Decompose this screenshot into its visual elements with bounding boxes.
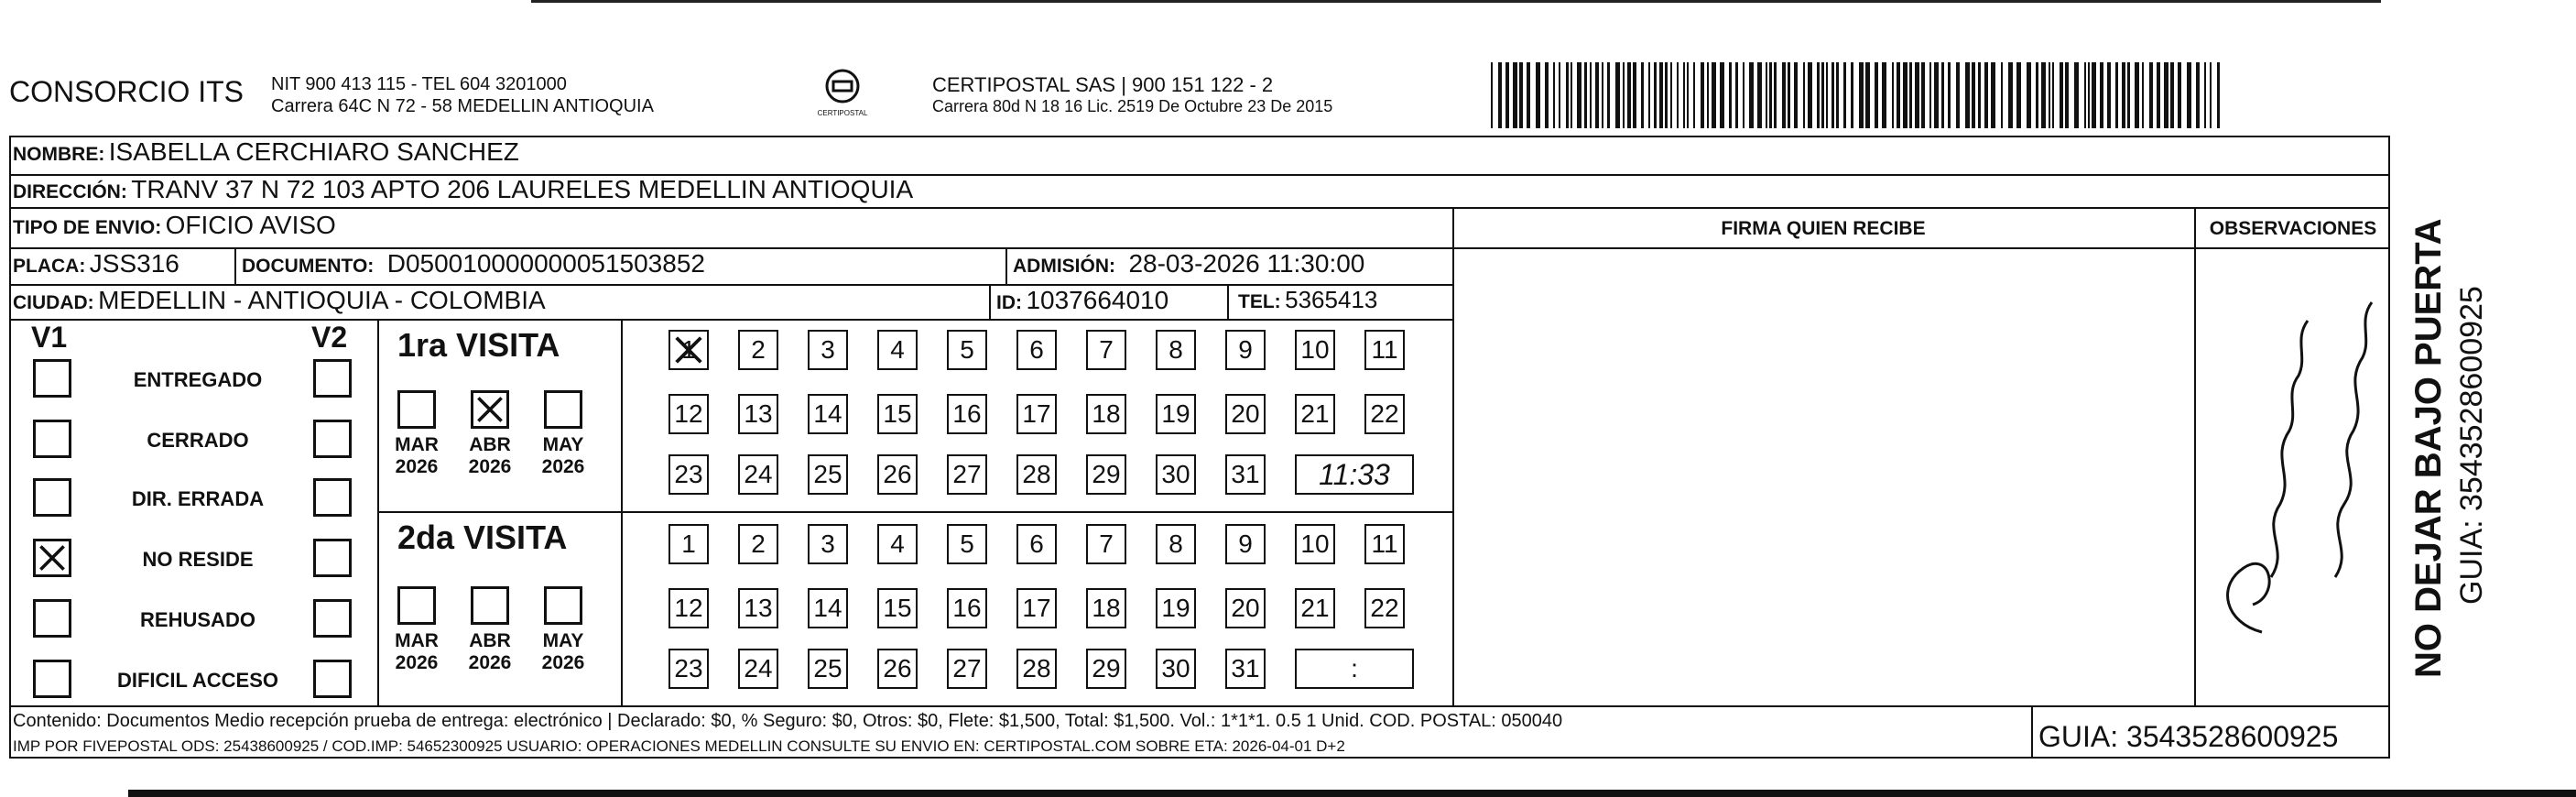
visit1-month-label — [536, 434, 591, 478]
visit2-day-box[interactable]: 4 — [877, 524, 918, 564]
visit1-day-box[interactable]: 16 — [947, 394, 987, 434]
status-v2-checkbox[interactable] — [313, 660, 352, 698]
visit2-day-box[interactable]: 11 — [1364, 524, 1405, 564]
type-label: TIPO DE ENVIO: — [13, 217, 162, 238]
day-number: 1 — [681, 335, 696, 364]
status-v1-checkbox[interactable] — [33, 359, 71, 398]
status-v2-checkbox[interactable] — [313, 539, 352, 577]
visit1-day-box[interactable]: 17 — [1016, 394, 1057, 434]
col-line — [2031, 705, 2033, 759]
visit2-day-box[interactable]: 5 — [947, 524, 987, 564]
visit2-day-box[interactable]: 18 — [1086, 588, 1126, 628]
visit2-day-box[interactable]: 23 — [668, 649, 709, 689]
visit1-day-box[interactable]: 20 — [1225, 394, 1266, 434]
visit1-day-box[interactable] — [668, 330, 709, 370]
address-row — [13, 175, 913, 204]
visit1-day-box[interactable]: 15 — [877, 394, 918, 434]
visit2-time-box[interactable]: : — [1295, 649, 1414, 689]
visit2-day-box[interactable]: 6 — [1016, 524, 1057, 564]
row-line — [1454, 247, 2390, 249]
visit2-day-box[interactable]: 28 — [1016, 649, 1057, 689]
visit2-day-box[interactable]: 20 — [1225, 588, 1266, 628]
v2-label: V2 — [311, 321, 348, 354]
visit2-month-name: MAR — [395, 630, 439, 651]
visit1-day-box[interactable]: 29 — [1086, 454, 1126, 495]
visit2-month-label — [462, 630, 517, 674]
visit2-day-box[interactable]: 9 — [1225, 524, 1266, 564]
visit1-month-year: 2026 — [468, 456, 512, 477]
visit2-day-box[interactable]: 1 — [668, 524, 709, 564]
visit2-day-box[interactable]: 25 — [808, 649, 848, 689]
visit2-day-box[interactable]: 31 — [1225, 649, 1266, 689]
company-name: CONSORCIO ITS — [9, 75, 245, 108]
visit1-day-box[interactable]: 3 — [808, 330, 848, 370]
side-guia: GUIA: 3543528600925 — [2454, 286, 2489, 605]
certipostal-info — [932, 73, 1332, 116]
visit2-day-box[interactable]: 22 — [1364, 588, 1405, 628]
plate-label: PLACA: — [13, 256, 86, 277]
visit2-month-checkbox[interactable] — [397, 586, 436, 625]
company-address: Carrera 64C N 72 - 58 MEDELLIN ANTIOQUIA — [271, 96, 654, 116]
row-line — [379, 511, 1454, 513]
visit1-month-checkbox[interactable] — [471, 390, 509, 429]
visit1-day-box[interactable]: 11 — [1364, 330, 1405, 370]
id-value: 1037664010 — [1026, 286, 1169, 314]
visit1-day-box[interactable]: 9 — [1225, 330, 1266, 370]
name-label: NOMBRE: — [13, 144, 105, 165]
firma-label: FIRMA QUIEN RECIBE — [1721, 218, 1926, 239]
visit2-month-label — [536, 630, 591, 674]
logo-text: CERTIPOSTAL — [817, 109, 868, 117]
certipostal-logo — [815, 68, 870, 117]
bottom-edge-line — [128, 790, 2576, 797]
plate-field — [13, 249, 179, 278]
document-value: D050010000000051503852 — [386, 249, 705, 278]
visit2-day-box[interactable]: 16 — [947, 588, 987, 628]
tel-field — [1238, 286, 1377, 314]
row-line — [9, 319, 1454, 321]
col-line — [2194, 207, 2196, 705]
visit2-day-box[interactable]: 21 — [1295, 588, 1335, 628]
status-v2-checkbox[interactable] — [313, 599, 352, 638]
visit1-month-name: MAR — [395, 434, 439, 455]
col-line — [1227, 284, 1229, 319]
status-label: REHUSADO — [140, 608, 255, 631]
visit2-month-year: 2026 — [468, 652, 512, 673]
type-row — [13, 211, 336, 240]
nit-line: NIT 900 413 115 - TEL 604 3201000 — [271, 74, 567, 94]
admission-value: 28-03-2026 11:30:00 — [1128, 249, 1365, 278]
visit2-day-box[interactable]: 8 — [1156, 524, 1196, 564]
certipostal-logo-icon — [824, 68, 861, 104]
v1-label: V1 — [31, 321, 68, 354]
col-line — [621, 319, 623, 705]
status-label: DIFICIL ACCESO — [116, 669, 278, 692]
visit1-month-checkbox[interactable] — [397, 390, 436, 429]
certi-line: CERTIPOSTAL SAS | 900 151 122 - 2 — [932, 73, 1274, 96]
visit2-day-box[interactable]: 14 — [808, 588, 848, 628]
visit1-day-box[interactable]: 27 — [947, 454, 987, 495]
observaciones-label: OBSERVACIONES — [2209, 218, 2377, 239]
side-warning: NO DEJAR BAJO PUERTA — [2408, 218, 2449, 678]
visit1-month-checkbox[interactable] — [544, 390, 582, 429]
status-v1-checkbox[interactable] — [33, 539, 71, 577]
visit2-day-box[interactable]: 13 — [738, 588, 778, 628]
visit1-day-box[interactable]: 26 — [877, 454, 918, 495]
imp-line: IMP POR FIVEPOSTAL ODS: 25438600925 / COD.IMP: 54652300925 USUARIO: OPERACIONES MEDELLIN CONSULTE SU ENVIO EN: CERTIPOSTAL.COM SOBRE ETA: 2026-04-01 D+2 — [13, 737, 1345, 755]
status-v2-checkbox[interactable] — [313, 420, 352, 458]
admission-label: ADMISIÓN: — [1013, 256, 1115, 277]
col-line — [1005, 247, 1007, 284]
row-line — [9, 207, 2390, 209]
visit1-month-name: MAY — [542, 434, 584, 455]
visit1-day-box[interactable]: 13 — [738, 394, 778, 434]
visit2-day-box[interactable]: 15 — [877, 588, 918, 628]
visit2-day-box[interactable]: 19 — [1156, 588, 1196, 628]
visit1-day-box[interactable]: 12 — [668, 394, 709, 434]
visit1-day-box[interactable]: 18 — [1086, 394, 1126, 434]
visit2-day-box[interactable]: 12 — [668, 588, 709, 628]
admission-field — [1013, 249, 1364, 278]
document-label: DOCUMENTO: — [242, 256, 375, 277]
status-label: CERRADO — [147, 429, 249, 452]
col-line — [377, 319, 379, 705]
visit2-day-box[interactable]: 26 — [877, 649, 918, 689]
visit2-month-year: 2026 — [541, 652, 585, 673]
status-v1-checkbox[interactable] — [33, 660, 71, 698]
visit2-day-box[interactable]: 3 — [808, 524, 848, 564]
visit2-month-checkbox[interactable] — [544, 586, 582, 625]
status-label: ENTREGADO — [133, 368, 263, 391]
city-label: CIUDAD: — [13, 292, 94, 313]
footer-contents — [13, 711, 2024, 756]
id-field — [996, 286, 1168, 315]
recipient-address: TRANV 37 N 72 103 APTO 206 LAURELES MEDELLIN ANTIOQUIA — [131, 175, 914, 203]
row-line — [9, 705, 2390, 707]
visit1-day-box[interactable]: 24 — [738, 454, 778, 495]
address-label: DIRECCIÓN: — [13, 181, 127, 202]
visit1-month-year: 2026 — [541, 456, 585, 477]
visit1-time-box[interactable]: 11:33 — [1295, 454, 1414, 495]
city-value: MEDELLIN - ANTIOQUIA - COLOMBIA — [98, 286, 546, 314]
visit1-month-name: ABR — [469, 434, 511, 455]
recipient-name: ISABELLA CERCHIARO SANCHEZ — [108, 137, 519, 166]
status-v1-checkbox[interactable] — [33, 599, 71, 638]
status-v1-checkbox[interactable] — [33, 420, 71, 458]
top-edge-line — [531, 0, 2381, 3]
visit1-day-box[interactable]: 21 — [1295, 394, 1335, 434]
status-v1-checkbox[interactable] — [33, 478, 71, 517]
shipment-type: OFICIO AVISO — [165, 211, 336, 239]
visit1-day-box[interactable]: 4 — [877, 330, 918, 370]
status-v2-checkbox[interactable] — [313, 359, 352, 398]
visit1-day-box[interactable]: 6 — [1016, 330, 1057, 370]
visit1-day-box[interactable]: 7 — [1086, 330, 1126, 370]
visit2-month-year: 2026 — [395, 652, 439, 673]
visit1-day-box[interactable]: 31 — [1225, 454, 1266, 495]
visit1-day-box[interactable]: 14 — [808, 394, 848, 434]
visit2-day-box[interactable]: 24 — [738, 649, 778, 689]
visit2-month-name: ABR — [469, 630, 511, 651]
company-contact — [271, 73, 654, 117]
visit2-month-name: MAY — [542, 630, 584, 651]
visit1-day-box[interactable]: 19 — [1156, 394, 1196, 434]
status-label: NO RESIDE — [142, 548, 254, 571]
visit1-day-box[interactable]: 2 — [738, 330, 778, 370]
x-mark-icon — [36, 541, 69, 574]
certi-address: Carrera 80d N 18 16 Lic. 2519 De Octubre 23 De 2015 — [932, 97, 1333, 115]
visit2-month-checkbox[interactable] — [471, 586, 509, 625]
visit2-month-label — [389, 630, 444, 674]
visit1-day-box[interactable]: 8 — [1156, 330, 1196, 370]
visit1-day-box[interactable]: 25 — [808, 454, 848, 495]
visit2-day-box[interactable]: 29 — [1086, 649, 1126, 689]
visit1-day-box[interactable]: 28 — [1016, 454, 1057, 495]
status-v2-checkbox[interactable] — [313, 478, 352, 517]
barcode — [1491, 62, 2223, 128]
handwritten-observation — [2207, 275, 2390, 641]
contents-line: Contenido: Documentos Medio recepción prueba de entrega: electrónico | Declarado: $0, % Seguro: $0, Otros: $0, Flete: $1,500, Total: $1,500. Vol.: 1*1*1. 0.5 1 Unid. COD. POSTAL: 050040 — [13, 711, 1563, 731]
visit1-day-box[interactable]: 22 — [1364, 394, 1405, 434]
visit2-day-box[interactable]: 27 — [947, 649, 987, 689]
col-line — [234, 247, 236, 284]
visit2-day-box[interactable]: 17 — [1016, 588, 1057, 628]
id-label: ID: — [996, 292, 1022, 313]
visit2-title: 2da VISITA — [397, 519, 568, 556]
visit2-day-box[interactable]: 7 — [1086, 524, 1126, 564]
guia-footer: GUIA: 3543528600925 — [2038, 720, 2339, 753]
visit1-day-box[interactable]: 23 — [668, 454, 709, 495]
tel-value: 5365413 — [1285, 286, 1378, 313]
visit2-day-box[interactable]: 30 — [1156, 649, 1196, 689]
visit2-day-box[interactable]: 10 — [1295, 524, 1335, 564]
x-mark-icon — [473, 393, 506, 426]
visit1-month-label — [462, 434, 517, 478]
status-label: DIR. ERRADA — [131, 487, 265, 510]
visit1-day-box[interactable]: 30 — [1156, 454, 1196, 495]
plate-value: JSS316 — [89, 249, 179, 278]
tel-label: TEL: — [1238, 291, 1281, 312]
city-field — [13, 286, 546, 315]
col-line — [989, 284, 991, 319]
visit1-month-year: 2026 — [395, 456, 439, 477]
visit1-day-box[interactable]: 5 — [947, 330, 987, 370]
col-line — [1452, 207, 1454, 705]
document-field — [242, 249, 705, 278]
visit1-day-box[interactable]: 10 — [1295, 330, 1335, 370]
visit1-title: 1ra VISITA — [397, 326, 560, 364]
visit1-month-label — [389, 434, 444, 478]
visit2-day-box[interactable]: 2 — [738, 524, 778, 564]
name-row — [13, 137, 519, 167]
